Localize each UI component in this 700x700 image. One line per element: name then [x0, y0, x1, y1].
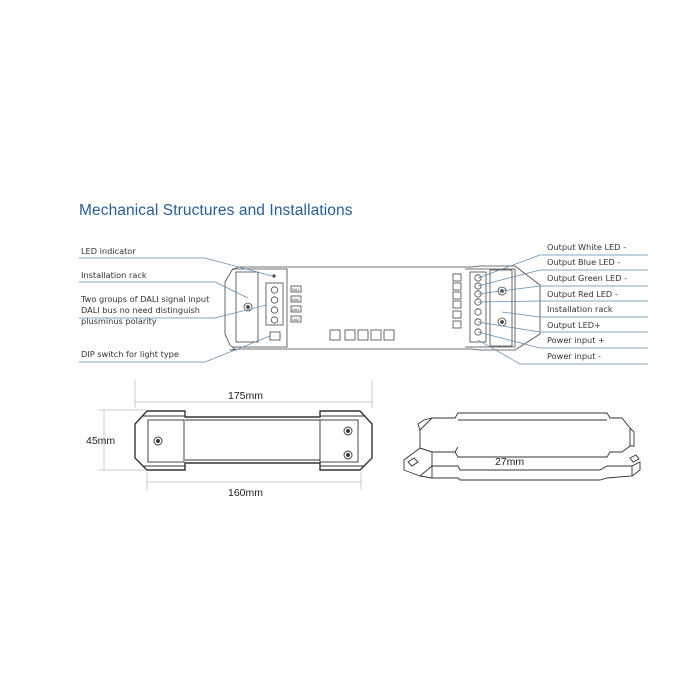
label-output-white: Output White LED - — [547, 242, 627, 252]
dim-length-body: 160mm — [228, 487, 264, 499]
dim-height: 45mm — [86, 435, 116, 447]
label-dip-switch: DIP switch for light type — [81, 349, 179, 359]
dali-label-1: DA1 — [292, 288, 300, 292]
label-output-green: Output Green LED - — [547, 273, 628, 283]
label-dali-input-3: plusminus polarity — [81, 316, 157, 326]
dim-depth: 27mm — [495, 456, 525, 468]
label-output-blue: Output Blue LED - — [547, 257, 621, 267]
left-labels — [80, 246, 210, 359]
dali-label-2: DA2 — [292, 298, 300, 302]
dali-label-3: DA1 — [292, 308, 300, 312]
label-output-led-plus: Output LED+ — [547, 320, 601, 330]
page-title: Mechanical Structures and Installations — [79, 202, 353, 219]
label-power-plus: Power input + — [547, 335, 605, 345]
dim-length-total: 175mm — [228, 390, 264, 402]
label-output-red: Output Red LED - — [547, 289, 618, 299]
dali-terminal-labels — [292, 288, 299, 322]
right-labels — [547, 242, 627, 361]
label-led-indicator: LED indicator — [81, 246, 136, 256]
label-dali-input-2: DALI bus no need distinguish — [81, 305, 200, 315]
dali-label-4: DA2 — [292, 318, 300, 322]
label-dali-input-1: Two groups of DALI signal input — [81, 294, 210, 304]
device-top-view — [225, 266, 540, 350]
label-power-minus: Power input - — [547, 351, 601, 361]
label-installation-rack-right: Installation rack — [547, 304, 613, 314]
label-installation-rack-left: Installation rack — [81, 270, 147, 280]
device-isometric-view — [404, 413, 640, 480]
